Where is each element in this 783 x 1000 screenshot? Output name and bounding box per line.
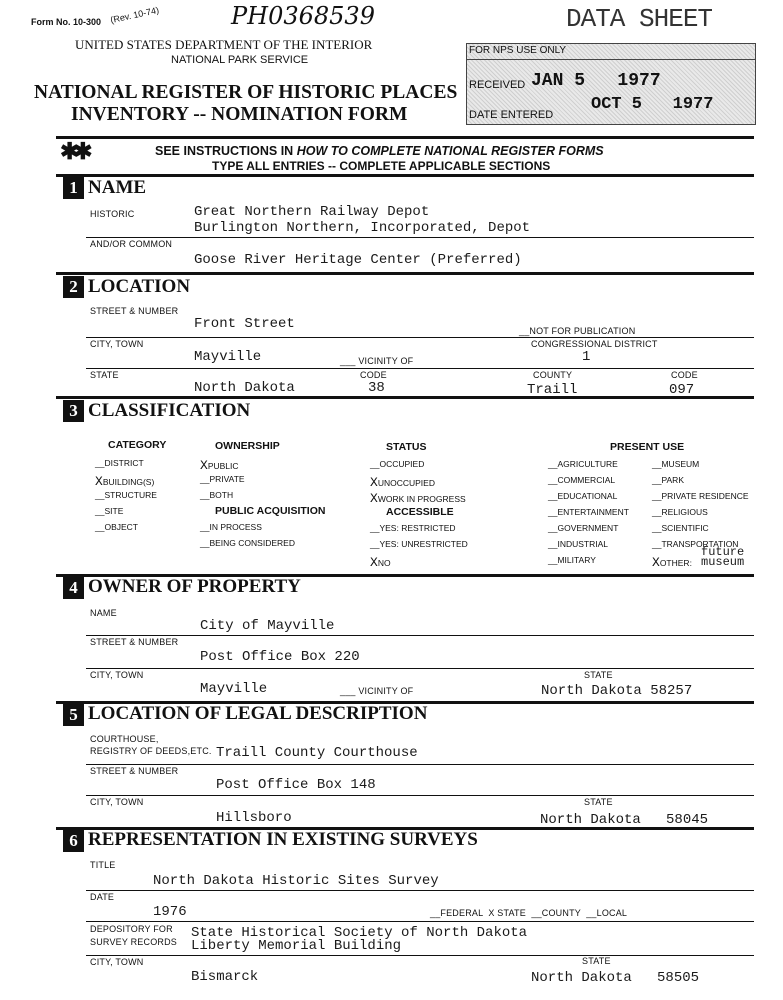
- classification-checkbox[interactable]: [652, 555, 692, 570]
- field-rule: [86, 368, 754, 369]
- checkbox-label: YES: UNRESTRICTED: [379, 539, 468, 549]
- status-heading: STATUS: [386, 441, 427, 453]
- field-rule: [86, 237, 754, 238]
- checkbox-label: BUILDING(S): [102, 477, 155, 487]
- checkbox-label: MUSEUM: [661, 459, 700, 469]
- survey-title-value: North Dakota Historic Sites Survey: [153, 873, 439, 889]
- section-number: 1: [63, 177, 84, 199]
- form-number: Form No. 10-300: [31, 17, 102, 27]
- classification-checkbox[interactable]: [370, 539, 468, 549]
- section-title: REPRESENTATION IN EXISTING SURVEYS: [88, 829, 478, 850]
- service-name: NATIONAL PARK SERVICE: [171, 54, 309, 66]
- classification-checkbox[interactable]: [548, 539, 608, 549]
- checkbox-label: PUBLIC: [207, 461, 239, 471]
- form-revision: (Rev. 10-74): [109, 4, 160, 26]
- city-label: CITY, TOWN: [90, 339, 144, 349]
- instructions-line2: TYPE ALL ENTRIES -- COMPLETE APPLICABLE SECTIONS: [212, 159, 551, 173]
- classification-checkbox[interactable]: [548, 507, 629, 517]
- checkbox-label: RELIGIOUS: [661, 507, 708, 517]
- legal-city-value: Hillsboro: [216, 810, 292, 826]
- check-mark: __: [95, 458, 105, 468]
- check-mark: __: [652, 539, 662, 549]
- classification-checkbox[interactable]: [370, 459, 424, 469]
- checkbox-label: INDUSTRIAL: [557, 539, 609, 549]
- check-mark: __: [370, 459, 380, 469]
- section-title: CLASSIFICATION: [88, 400, 251, 421]
- classification-checkbox[interactable]: [95, 522, 138, 532]
- check-mark: X: [370, 555, 378, 570]
- depository-label: DEPOSITORY FOR: [90, 924, 173, 934]
- check-mark: __: [652, 507, 662, 517]
- nps-use-box: [466, 43, 756, 125]
- check-mark: __: [652, 491, 662, 501]
- date-entered-label: DATE ENTERED: [469, 109, 554, 121]
- section-title: NAME: [88, 177, 147, 198]
- checkbox-label: OBJECT: [104, 522, 138, 532]
- other-use-value-2: museum: [701, 555, 745, 569]
- street-label: STREET & NUMBER: [90, 306, 179, 316]
- checkbox-label: BEING CONSIDERED: [209, 538, 295, 548]
- classification-checkbox[interactable]: [370, 555, 391, 570]
- classification-checkbox[interactable]: [652, 459, 699, 469]
- check-mark: X: [370, 475, 378, 490]
- category-heading: CATEGORY: [108, 439, 167, 451]
- depository-value: State Historical Society of North Dakota: [191, 925, 528, 941]
- classification-checkbox[interactable]: [548, 523, 618, 533]
- classification-checkbox[interactable]: [200, 538, 295, 548]
- section-number: 3: [63, 400, 84, 422]
- checkbox-label: PRIVATE RESIDENCE: [661, 491, 749, 501]
- city-value: Mayville: [194, 349, 262, 365]
- check-mark: __: [95, 490, 105, 500]
- field-rule: [86, 795, 754, 796]
- owner-street-value: Post Office Box 220: [200, 649, 360, 665]
- classification-checkbox[interactable]: [95, 490, 157, 500]
- checkbox-label: TRANSPORTATION: [661, 539, 739, 549]
- check-mark: __: [652, 459, 662, 469]
- section-number: 6: [63, 830, 84, 852]
- classification-checkbox[interactable]: [370, 475, 435, 490]
- owner-city-value: Mayville: [200, 681, 268, 697]
- other-use-value-1: future: [701, 545, 745, 559]
- legal-street-label: STREET & NUMBER: [90, 766, 179, 776]
- legal-state-value: North Dakota 58045: [540, 812, 709, 828]
- check-mark: __: [95, 506, 105, 516]
- owner-name-label: NAME: [90, 608, 117, 618]
- field-rule: [86, 764, 754, 765]
- owner-name-value: City of Mayville: [200, 618, 335, 634]
- field-rule: [86, 337, 754, 338]
- instructions-line1: SEE INSTRUCTIONS IN HOW TO COMPLETE NATIONAL REGISTER FORMS: [155, 144, 604, 158]
- check-mark: __: [652, 475, 662, 485]
- check-mark: X: [200, 458, 208, 473]
- survey-state-value: North Dakota 58505: [531, 970, 700, 986]
- check-mark: __: [548, 475, 558, 485]
- checkbox-label: OTHER:: [659, 558, 692, 568]
- form-title-line1: NATIONAL REGISTER OF HISTORIC PLACES: [34, 82, 458, 103]
- check-mark: __: [548, 555, 558, 565]
- checkbox-label: COMMERCIAL: [557, 475, 616, 485]
- survey-date-label: DATE: [90, 892, 115, 902]
- checkbox-label: PARK: [661, 475, 684, 485]
- state-code-value: 38: [368, 380, 385, 396]
- check-mark: __: [548, 507, 558, 517]
- section-number: 5: [63, 704, 84, 726]
- classification-checkbox[interactable]: [370, 491, 466, 506]
- historic-label: HISTORIC: [90, 209, 135, 219]
- owner-city-label: CITY, TOWN: [90, 670, 144, 680]
- classification-checkbox[interactable]: [548, 555, 596, 565]
- checkbox-label: SITE: [104, 506, 124, 516]
- legal-street-value: Post Office Box 148: [216, 777, 376, 793]
- checkbox-label: MILITARY: [557, 555, 596, 565]
- check-mark: X: [95, 474, 103, 489]
- department-name: UNITED STATES DEPARTMENT OF THE INTERIOR: [75, 37, 373, 52]
- classification-checkbox[interactable]: [548, 459, 618, 469]
- checkbox-label: STRUCTURE: [104, 490, 157, 500]
- checkbox-label: GOVERNMENT: [557, 523, 619, 533]
- county-value: Traill: [527, 382, 578, 398]
- survey-state-label: STATE: [582, 956, 611, 966]
- courthouse-label: COURTHOUSE,: [90, 734, 159, 744]
- check-mark: __: [548, 459, 558, 469]
- handwritten-id: PH0368539: [231, 2, 375, 30]
- checkbox-label: SCIENTIFIC: [661, 523, 709, 533]
- historic-name-value: Great Northern Railway Depot: [194, 204, 430, 220]
- historic-name-value-2: Burlington Northern, Incorporated, Depot: [194, 220, 531, 236]
- check-mark: __: [548, 523, 558, 533]
- received-stamp: JAN 5 1977: [531, 71, 661, 91]
- county-code-label: CODE: [671, 370, 698, 380]
- check-mark: __: [200, 522, 210, 532]
- owner-state-label: STATE: [584, 670, 613, 680]
- check-mark: __: [95, 522, 105, 532]
- classification-checkbox[interactable]: [200, 522, 262, 532]
- classification-checkbox[interactable]: [652, 491, 749, 501]
- state-value: North Dakota: [194, 380, 295, 396]
- section-rule: [56, 396, 754, 399]
- checkbox-label: DISTRICT: [104, 458, 144, 468]
- county-code-value: 097: [669, 382, 695, 398]
- check-mark: __: [200, 538, 210, 548]
- date-entered-stamp: OCT 5 1977: [591, 95, 714, 114]
- check-mark: __: [548, 539, 558, 549]
- classification-checkbox[interactable]: [200, 458, 239, 473]
- section-title: LOCATION: [88, 276, 191, 297]
- checkbox-label: IN PROCESS: [209, 522, 262, 532]
- check-mark: __: [548, 491, 558, 501]
- checkbox-label: OCCUPIED: [379, 459, 425, 469]
- checkbox-label: EDUCATIONAL: [557, 491, 618, 501]
- check-mark: X: [370, 491, 378, 506]
- congressional-district-label: CONGRESSIONAL DISTRICT: [531, 339, 658, 349]
- public-acquisition-heading: PUBLIC ACQUISITION: [215, 505, 326, 517]
- legal-state-label: STATE: [584, 797, 613, 807]
- section-rule: [56, 272, 754, 275]
- depository-label-2: SURVEY RECORDS: [90, 937, 177, 947]
- state-label: STATE: [90, 370, 119, 380]
- classification-checkbox[interactable]: [200, 474, 245, 484]
- classification-checkbox[interactable]: [200, 490, 233, 500]
- legal-city-label: CITY, TOWN: [90, 797, 144, 807]
- classification-checkbox[interactable]: [370, 523, 456, 533]
- field-rule: [86, 890, 754, 891]
- common-name-label: AND/OR COMMON: [90, 239, 173, 249]
- accessible-heading: ACCESSIBLE: [386, 506, 454, 518]
- street-value: Front Street: [194, 316, 295, 332]
- check-mark: __: [200, 474, 210, 484]
- field-rule: [86, 921, 754, 922]
- ownership-heading: OWNERSHIP: [215, 440, 280, 452]
- checkbox-label: NO: [377, 558, 391, 568]
- survey-level-options: __FEDERAL X STATE __COUNTY __LOCAL: [430, 908, 628, 918]
- check-mark: __: [652, 523, 662, 533]
- field-rule: [86, 635, 754, 636]
- classification-checkbox[interactable]: [548, 491, 617, 501]
- survey-city-value: Bismarck: [191, 969, 259, 985]
- field-rule: [86, 668, 754, 669]
- common-name-value: Goose River Heritage Center (Preferred): [194, 252, 522, 268]
- owner-street-label: STREET & NUMBER: [90, 637, 179, 647]
- present-use-heading: PRESENT USE: [610, 441, 685, 453]
- code-label: CODE: [360, 370, 387, 380]
- received-label: RECEIVED: [469, 79, 526, 91]
- courthouse-label-2: REGISTRY OF DEEDS,ETC.: [90, 746, 212, 756]
- header-rule: [56, 136, 754, 139]
- form-title-line2: INVENTORY -- NOMINATION FORM: [71, 104, 408, 125]
- checkbox-label: YES: RESTRICTED: [379, 523, 456, 533]
- survey-city-label: CITY, TOWN: [90, 957, 144, 967]
- classification-checkbox[interactable]: [95, 506, 123, 516]
- owner-state-value: North Dakota 58257: [541, 683, 693, 699]
- survey-date-value: 1976: [153, 904, 187, 920]
- check-mark: __: [370, 523, 380, 533]
- checkbox-label: PRIVATE: [209, 474, 245, 484]
- county-label: COUNTY: [533, 370, 573, 380]
- check-mark: __: [370, 539, 380, 549]
- field-rule: [86, 955, 754, 956]
- section-rule: [56, 174, 754, 177]
- checkbox-label: AGRICULTURE: [557, 459, 618, 469]
- classification-checkbox[interactable]: [548, 475, 615, 485]
- vicinity-label: ___ VICINITY OF: [340, 356, 414, 366]
- check-mark: __: [200, 490, 210, 500]
- checkbox-label: WORK IN PROGRESS: [377, 494, 466, 504]
- courthouse-value: Traill County Courthouse: [216, 745, 418, 761]
- nps-use-label: FOR NPS USE ONLY: [469, 45, 567, 56]
- not-for-publication: __NOT FOR PUBLICATION: [519, 326, 636, 336]
- classification-checkbox[interactable]: [652, 523, 709, 533]
- checkbox-label: ENTERTAINMENT: [557, 507, 629, 517]
- classification-checkbox[interactable]: [95, 474, 154, 489]
- section-title: OWNER OF PROPERTY: [88, 576, 301, 597]
- section-title: LOCATION OF LEGAL DESCRIPTION: [88, 703, 428, 724]
- owner-vicinity-label: ___ VICINITY OF: [340, 686, 414, 696]
- check-mark: X: [652, 555, 660, 570]
- data-sheet-stamp: DATA SHEET: [566, 4, 713, 34]
- section-number: 4: [63, 577, 84, 599]
- classification-checkbox[interactable]: [652, 475, 684, 485]
- classification-checkbox[interactable]: [95, 458, 144, 468]
- section-number: 2: [63, 276, 84, 298]
- checkbox-label: UNOCCUPIED: [377, 478, 435, 488]
- congressional-district-value: 1: [582, 349, 591, 365]
- depository-value-2: Liberty Memorial Building: [191, 938, 402, 954]
- handwritten-mark: ✱✱: [60, 138, 87, 164]
- checkbox-label: BOTH: [209, 490, 234, 500]
- survey-title-label: TITLE: [90, 860, 116, 870]
- classification-checkbox[interactable]: [652, 507, 708, 517]
